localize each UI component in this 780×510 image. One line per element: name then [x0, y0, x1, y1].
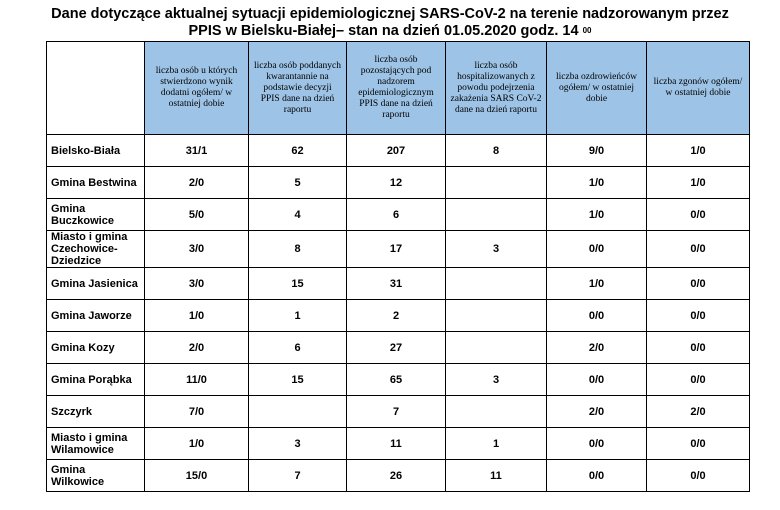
table-row	[47, 332, 750, 364]
cell-deaths: 0/0	[647, 199, 750, 231]
table-row	[47, 199, 750, 231]
cell-quarantined: 62	[249, 135, 347, 167]
cell-surveillance: 17	[347, 231, 446, 268]
epidemiological-table	[46, 41, 750, 492]
table-row	[47, 364, 750, 396]
cell-positive: 5/0	[145, 199, 249, 231]
report-title	[0, 6, 780, 40]
cell-deaths: 0/0	[647, 268, 750, 300]
cell-quarantined: 3	[249, 428, 347, 460]
table-body	[47, 135, 750, 492]
cell-surveillance: 26	[347, 460, 446, 492]
cell-positive: 3/0	[145, 231, 249, 268]
cell-surveillance: 11	[347, 428, 446, 460]
row-name: Bielsko-Biała	[47, 135, 145, 167]
cell-recovered: 1/0	[547, 199, 647, 231]
cell-deaths: 1/0	[647, 167, 750, 199]
cell-surveillance: 2	[347, 300, 446, 332]
cell-deaths: 0/0	[647, 428, 750, 460]
cell-positive: 1/0	[145, 300, 249, 332]
row-name: Miasto i gmina Wilamowice	[47, 428, 145, 460]
cell-quarantined: 1	[249, 300, 347, 332]
cell-positive: 7/0	[145, 396, 249, 428]
table-row	[47, 460, 750, 492]
cell-deaths: 0/0	[647, 332, 750, 364]
table-row	[47, 300, 750, 332]
header-recovered: liczba ozdrowieńców ogółem/ w ostatniej dobie	[547, 42, 647, 135]
row-name: Gmina Kozy	[47, 332, 145, 364]
cell-hospitalized	[446, 268, 547, 300]
row-name: Gmina Bestwina	[47, 167, 145, 199]
cell-deaths: 0/0	[647, 300, 750, 332]
cell-hospitalized	[446, 199, 547, 231]
cell-positive: 2/0	[145, 167, 249, 199]
cell-quarantined: 15	[249, 364, 347, 396]
cell-quarantined: 4	[249, 199, 347, 231]
cell-quarantined: 15	[249, 268, 347, 300]
cell-deaths: 2/0	[647, 396, 750, 428]
report-title-line-2	[0, 23, 780, 40]
cell-deaths: 0/0	[647, 460, 750, 492]
cell-positive: 1/0	[145, 428, 249, 460]
cell-surveillance: 31	[347, 268, 446, 300]
cell-hospitalized: 11	[446, 460, 547, 492]
cell-deaths: 0/0	[647, 364, 750, 396]
cell-surveillance: 7	[347, 396, 446, 428]
cell-quarantined: 7	[249, 460, 347, 492]
cell-recovered: 0/0	[547, 300, 647, 332]
cell-recovered: 0/0	[547, 460, 647, 492]
cell-positive: 11/0	[145, 364, 249, 396]
cell-recovered: 2/0	[547, 332, 647, 364]
cell-surveillance: 6	[347, 199, 446, 231]
cell-positive: 2/0	[145, 332, 249, 364]
header-quarantined: liczba osób poddanych kwarantannie na podstawie decyzji PPIS dane na dzień raportu	[249, 42, 347, 135]
cell-quarantined: 8	[249, 231, 347, 268]
cell-positive: 15/0	[145, 460, 249, 492]
cell-recovered: 0/0	[547, 428, 647, 460]
cell-recovered: 0/0	[547, 364, 647, 396]
header-under-surveillance: liczba osób pozostających pod nadzorem epidemiologicznym PPIS dane na dzień raportu	[347, 42, 446, 135]
cell-recovered: 9/0	[547, 135, 647, 167]
cell-surveillance: 65	[347, 364, 446, 396]
cell-surveillance: 27	[347, 332, 446, 364]
cell-deaths: 0/0	[647, 231, 750, 268]
table-header	[47, 42, 750, 135]
header-corner	[47, 42, 145, 135]
row-name: Gmina Porąbka	[47, 364, 145, 396]
cell-surveillance: 12	[347, 167, 446, 199]
row-name: Gmina Buczkowice	[47, 199, 145, 231]
table-row	[47, 231, 750, 268]
cell-hospitalized	[446, 167, 547, 199]
report-title-date: PPIS w Bielsku-Białej– stan na dzień 01.05.2020 godz. 14	[188, 23, 579, 39]
cell-hospitalized: 1	[446, 428, 547, 460]
cell-hospitalized: 8	[446, 135, 547, 167]
cell-positive: 31/1	[145, 135, 249, 167]
table-row	[47, 268, 750, 300]
report-title-line-1: Dane dotyczące aktualnej sytuacji epidemiologicznej SARS-CoV-2 na terenie nadzorowanym przez	[51, 6, 729, 22]
cell-quarantined: 6	[249, 332, 347, 364]
header-hospitalized: liczba osób hospitalizowanych z powodu podejrzenia zakażenia SARS CoV-2 dane na dzień raportu	[446, 42, 547, 135]
cell-recovered: 0/0	[547, 231, 647, 268]
cell-quarantined	[249, 396, 347, 428]
cell-deaths: 1/0	[647, 135, 750, 167]
cell-hospitalized	[446, 300, 547, 332]
header-positive-cases: liczba osób u których stwierdzono wynik dodatni ogółem/ w ostatniej dobie	[145, 42, 249, 135]
cell-surveillance: 207	[347, 135, 446, 167]
row-name: Szczyrk	[47, 396, 145, 428]
cell-quarantined: 5	[249, 167, 347, 199]
cell-recovered: 1/0	[547, 268, 647, 300]
row-name: Gmina Wilkowice	[47, 460, 145, 492]
row-name: Miasto i gmina Czechowice-Dziedzice	[47, 231, 145, 268]
row-name: Gmina Jasienica	[47, 268, 145, 300]
table-row	[47, 396, 750, 428]
cell-recovered: 2/0	[547, 396, 647, 428]
header-deaths: liczba zgonów ogółem/ w ostatniej dobie	[647, 42, 750, 135]
row-name: Gmina Jaworze	[47, 300, 145, 332]
cell-positive: 3/0	[145, 268, 249, 300]
cell-hospitalized	[446, 332, 547, 364]
table-row	[47, 428, 750, 460]
cell-recovered: 1/0	[547, 167, 647, 199]
header-row	[47, 42, 750, 135]
table-row	[47, 167, 750, 199]
table-row	[47, 135, 750, 167]
cell-hospitalized: 3	[446, 364, 547, 396]
cell-hospitalized: 3	[446, 231, 547, 268]
report-title-hour-minutes: 00	[582, 26, 592, 35]
cell-hospitalized	[446, 396, 547, 428]
